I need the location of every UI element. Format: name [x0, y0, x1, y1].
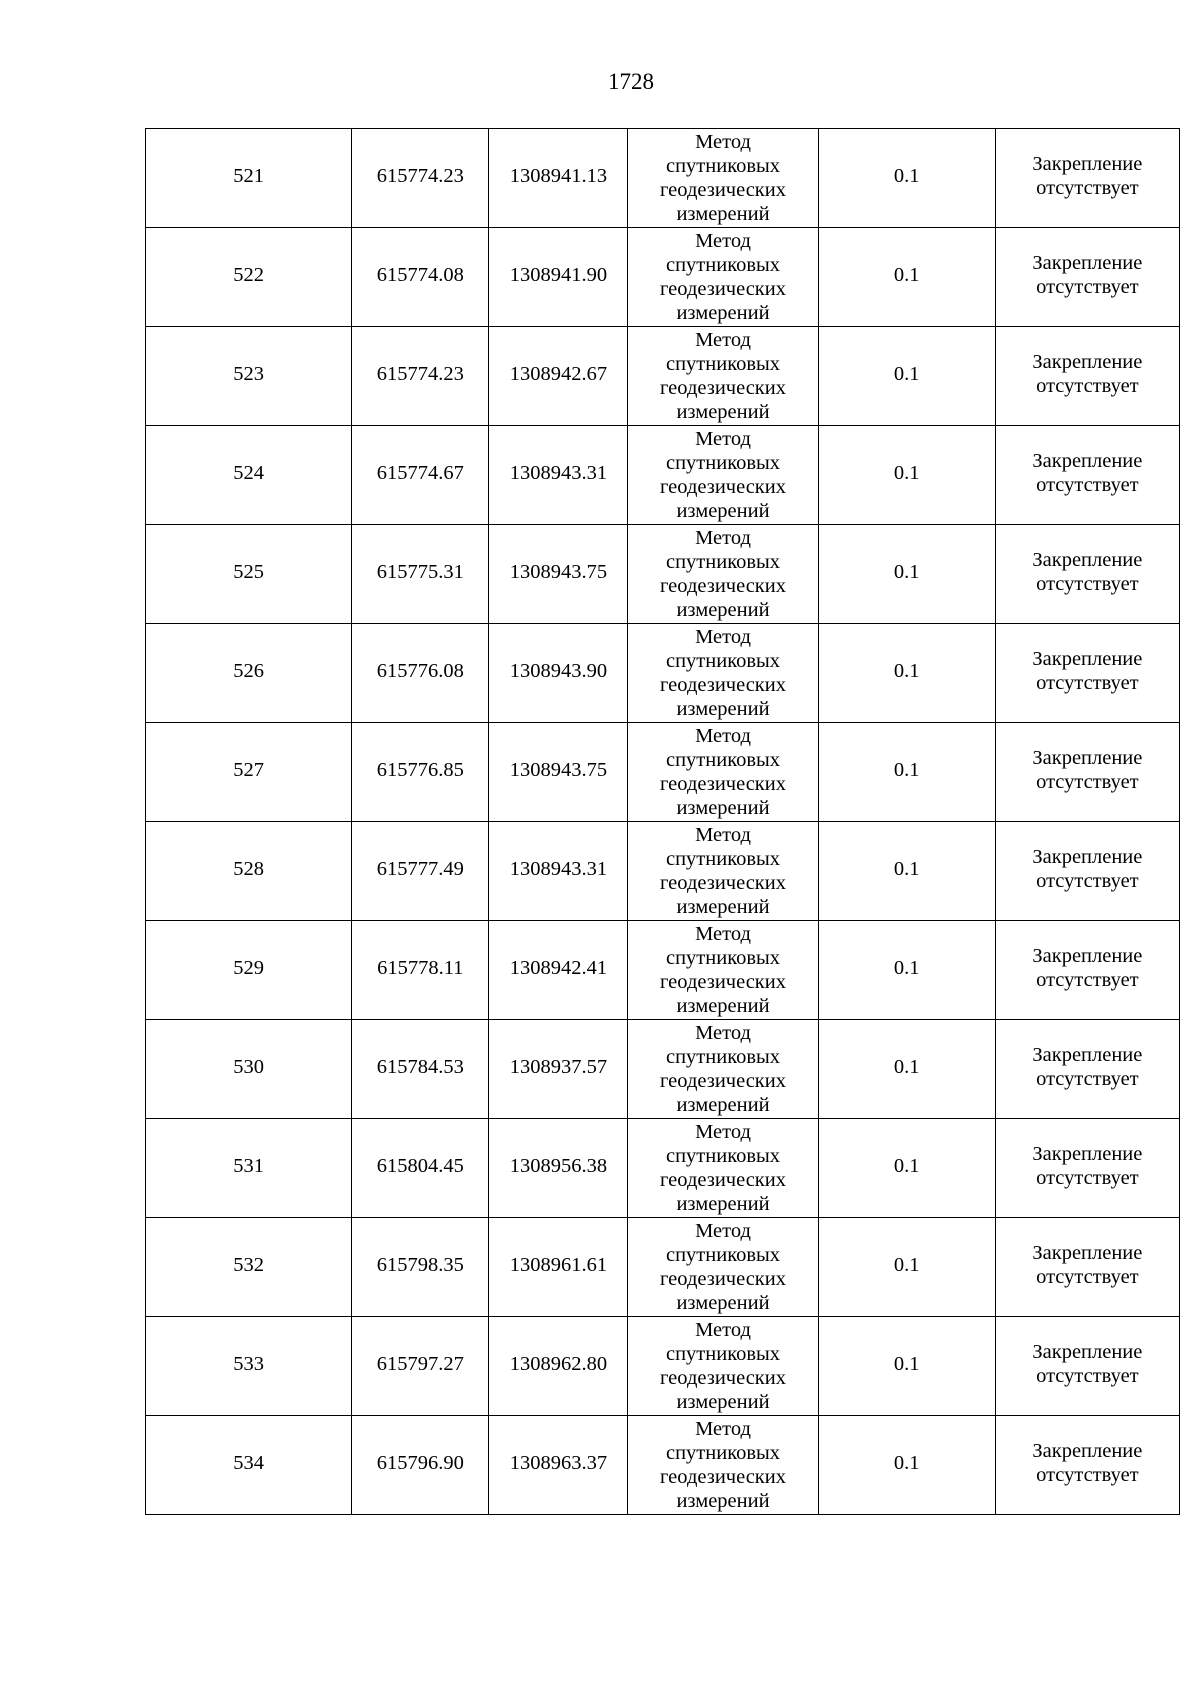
- accuracy-cell: [818, 1020, 995, 1119]
- y-coordinate-cell-text: 1308961.61: [509, 1254, 608, 1276]
- y-coordinate-cell-text: 1308943.75: [509, 561, 608, 583]
- x-coordinate-cell-text: 615796.90: [376, 1452, 464, 1474]
- fixing-cell-text: Закрепление отсутствует: [1032, 1341, 1143, 1387]
- y-coordinate-cell-text: 1308943.31: [509, 462, 608, 484]
- y-coordinate-cell: [489, 1416, 628, 1515]
- table-row: [146, 327, 1180, 426]
- y-coordinate-cell: [489, 723, 628, 822]
- point-number-cell-text: 533: [233, 1353, 264, 1375]
- accuracy-cell-text: 0.1: [893, 1353, 920, 1375]
- x-coordinate-cell: [352, 921, 489, 1020]
- method-cell-text: Метод спутниковых геодезических измерений: [660, 1121, 786, 1215]
- y-coordinate-cell: [489, 1119, 628, 1218]
- y-coordinate-cell: [489, 1317, 628, 1416]
- method-cell-text: Метод спутниковых геодезических измерений: [660, 527, 786, 621]
- accuracy-cell-text: 0.1: [893, 1155, 920, 1177]
- x-coordinate-cell-text: 615774.23: [376, 363, 464, 385]
- table-body: [146, 129, 1180, 1515]
- method-cell-text: Метод спутниковых геодезических измерений: [660, 626, 786, 720]
- fixing-cell: [995, 1218, 1179, 1317]
- accuracy-cell-text: 0.1: [893, 759, 920, 781]
- accuracy-cell-text: 0.1: [893, 165, 920, 187]
- fixing-cell: [995, 1119, 1179, 1218]
- accuracy-cell: [818, 624, 995, 723]
- point-number-cell-text: 534: [233, 1452, 264, 1474]
- x-coordinate-cell: [352, 1416, 489, 1515]
- point-number-cell: [146, 525, 352, 624]
- y-coordinate-cell: [489, 1218, 628, 1317]
- y-coordinate-cell-text: 1308943.75: [509, 759, 608, 781]
- x-coordinate-cell-text: 615798.35: [376, 1254, 464, 1276]
- x-coordinate-cell-text: 615774.67: [376, 462, 464, 484]
- accuracy-cell-text: 0.1: [893, 264, 920, 286]
- x-coordinate-cell-text: 615776.85: [376, 759, 464, 781]
- y-coordinate-cell-text: 1308937.57: [509, 1056, 608, 1078]
- accuracy-cell: [818, 129, 995, 228]
- method-cell: [628, 1218, 818, 1317]
- accuracy-cell-text: 0.1: [893, 462, 920, 484]
- method-cell-text: Метод спутниковых геодезических измерений: [660, 329, 786, 423]
- x-coordinate-cell-text: 615804.45: [376, 1155, 464, 1177]
- accuracy-cell: [818, 921, 995, 1020]
- point-number-cell-text: 524: [233, 462, 264, 484]
- fixing-cell-text: Закрепление отсутствует: [1032, 747, 1143, 793]
- method-cell-text: Метод спутниковых геодезических измерений: [660, 1022, 786, 1116]
- accuracy-cell-text: 0.1: [893, 1452, 920, 1474]
- point-number-cell: [146, 1218, 352, 1317]
- point-number-cell-text: 525: [233, 561, 264, 583]
- point-number-cell: [146, 921, 352, 1020]
- point-number-cell-text: 529: [233, 957, 264, 979]
- point-number-cell-text: 528: [233, 858, 264, 880]
- accuracy-cell: [818, 1317, 995, 1416]
- method-cell: [628, 1119, 818, 1218]
- fixing-cell-text: Закрепление отсутствует: [1032, 846, 1143, 892]
- fixing-cell: [995, 921, 1179, 1020]
- accuracy-cell-text: 0.1: [893, 363, 920, 385]
- point-number-cell: [146, 426, 352, 525]
- x-coordinate-cell-text: 615776.08: [376, 660, 464, 682]
- table-row: [146, 129, 1180, 228]
- y-coordinate-cell-text: 1308962.80: [509, 1353, 608, 1375]
- table-row: [146, 1416, 1180, 1515]
- point-number-cell: [146, 723, 352, 822]
- accuracy-cell: [818, 822, 995, 921]
- fixing-cell: [995, 822, 1179, 921]
- point-number-cell: [146, 822, 352, 921]
- accuracy-cell-text: 0.1: [893, 660, 920, 682]
- x-coordinate-cell-text: 615784.53: [376, 1056, 464, 1078]
- accuracy-cell-text: 0.1: [893, 858, 920, 880]
- table-row: [146, 822, 1180, 921]
- point-number-cell: [146, 129, 352, 228]
- x-coordinate-cell: [352, 822, 489, 921]
- fixing-cell: [995, 723, 1179, 822]
- point-number-cell-text: 530: [233, 1056, 264, 1078]
- x-coordinate-cell-text: 615774.08: [376, 264, 464, 286]
- table-row: [146, 1020, 1180, 1119]
- point-number-cell: [146, 1416, 352, 1515]
- table-row: [146, 228, 1180, 327]
- fixing-cell: [995, 129, 1179, 228]
- fixing-cell-text: Закрепление отсутствует: [1032, 1440, 1143, 1486]
- fixing-cell: [995, 228, 1179, 327]
- x-coordinate-cell: [352, 228, 489, 327]
- x-coordinate-cell: [352, 1218, 489, 1317]
- method-cell: [628, 624, 818, 723]
- point-number-cell: [146, 327, 352, 426]
- x-coordinate-cell: [352, 129, 489, 228]
- method-cell-text: Метод спутниковых геодезических измерений: [660, 230, 786, 324]
- fixing-cell-text: Закрепление отсутствует: [1032, 549, 1143, 595]
- y-coordinate-cell-text: 1308943.31: [509, 858, 608, 880]
- y-coordinate-cell-text: 1308963.37: [509, 1452, 608, 1474]
- accuracy-cell: [818, 228, 995, 327]
- page-number: 1728: [608, 69, 654, 94]
- fixing-cell: [995, 1020, 1179, 1119]
- fixing-cell: [995, 1416, 1179, 1515]
- x-coordinate-cell: [352, 1317, 489, 1416]
- point-number-cell: [146, 1119, 352, 1218]
- accuracy-cell-text: 0.1: [893, 1254, 920, 1276]
- point-number-cell-text: 527: [233, 759, 264, 781]
- fixing-cell-text: Закрепление отсутствует: [1032, 648, 1143, 694]
- fixing-cell: [995, 624, 1179, 723]
- method-cell-text: Метод спутниковых геодезических измерений: [660, 428, 786, 522]
- point-number-cell: [146, 1020, 352, 1119]
- accuracy-cell-text: 0.1: [893, 957, 920, 979]
- x-coordinate-cell: [352, 1020, 489, 1119]
- point-number-cell-text: 531: [233, 1155, 264, 1177]
- x-coordinate-cell-text: 615775.31: [376, 561, 464, 583]
- method-cell: [628, 129, 818, 228]
- method-cell: [628, 723, 818, 822]
- accuracy-cell: [818, 1416, 995, 1515]
- y-coordinate-cell: [489, 1020, 628, 1119]
- y-coordinate-cell: [489, 129, 628, 228]
- fixing-cell-text: Закрепление отсутствует: [1032, 1044, 1143, 1090]
- point-number-cell-text: 532: [233, 1254, 264, 1276]
- accuracy-cell-text: 0.1: [893, 561, 920, 583]
- y-coordinate-cell-text: 1308942.41: [509, 957, 608, 979]
- fixing-cell-text: Закрепление отсутствует: [1032, 1143, 1143, 1189]
- accuracy-cell: [818, 525, 995, 624]
- accuracy-cell: [818, 1119, 995, 1218]
- fixing-cell: [995, 525, 1179, 624]
- point-number-cell-text: 521: [233, 165, 264, 187]
- fixing-cell-text: Закрепление отсутствует: [1032, 1242, 1143, 1288]
- fixing-cell-text: Закрепление отсутствует: [1032, 252, 1143, 298]
- y-coordinate-cell-text: 1308956.38: [509, 1155, 608, 1177]
- accuracy-cell: [818, 1218, 995, 1317]
- fixing-cell: [995, 426, 1179, 525]
- y-coordinate-cell-text: 1308941.90: [509, 264, 608, 286]
- method-cell: [628, 921, 818, 1020]
- y-coordinate-cell-text: 1308943.90: [509, 660, 608, 682]
- method-cell-text: Метод спутниковых геодезических измерений: [660, 131, 786, 225]
- table-row: [146, 1317, 1180, 1416]
- y-coordinate-cell: [489, 426, 628, 525]
- point-number-cell-text: 522: [233, 264, 264, 286]
- fixing-cell: [995, 327, 1179, 426]
- point-number-cell: [146, 228, 352, 327]
- table-row: [146, 1218, 1180, 1317]
- table-row: [146, 1119, 1180, 1218]
- method-cell: [628, 327, 818, 426]
- fixing-cell-text: Закрепление отсутствует: [1032, 351, 1143, 397]
- x-coordinate-cell: [352, 1119, 489, 1218]
- y-coordinate-cell: [489, 822, 628, 921]
- x-coordinate-cell: [352, 723, 489, 822]
- y-coordinate-cell-text: 1308941.13: [509, 165, 608, 187]
- method-cell: [628, 1416, 818, 1515]
- table-row: [146, 921, 1180, 1020]
- accuracy-cell-text: 0.1: [893, 1056, 920, 1078]
- x-coordinate-cell: [352, 327, 489, 426]
- table-row: [146, 525, 1180, 624]
- x-coordinate-cell: [352, 426, 489, 525]
- fixing-cell: [995, 1317, 1179, 1416]
- y-coordinate-cell-text: 1308942.67: [509, 363, 608, 385]
- method-cell: [628, 1020, 818, 1119]
- accuracy-cell: [818, 426, 995, 525]
- y-coordinate-cell: [489, 921, 628, 1020]
- y-coordinate-cell: [489, 624, 628, 723]
- y-coordinate-cell: [489, 228, 628, 327]
- point-number-cell: [146, 1317, 352, 1416]
- method-cell-text: Метод спутниковых геодезических измерений: [660, 1418, 786, 1512]
- method-cell: [628, 1317, 818, 1416]
- x-coordinate-cell-text: 615774.23: [376, 165, 464, 187]
- fixing-cell-text: Закрепление отсутствует: [1032, 450, 1143, 496]
- y-coordinate-cell: [489, 327, 628, 426]
- accuracy-cell: [818, 723, 995, 822]
- method-cell: [628, 525, 818, 624]
- fixing-cell-text: Закрепление отсутствует: [1032, 945, 1143, 991]
- method-cell-text: Метод спутниковых геодезических измерений: [660, 824, 786, 918]
- method-cell: [628, 228, 818, 327]
- point-number-cell-text: 523: [233, 363, 264, 385]
- point-number-cell: [146, 624, 352, 723]
- accuracy-cell: [818, 327, 995, 426]
- table-row: [146, 723, 1180, 822]
- x-coordinate-cell-text: 615777.49: [376, 858, 464, 880]
- method-cell-text: Метод спутниковых геодезических измерений: [660, 1220, 786, 1314]
- x-coordinate-cell-text: 615778.11: [377, 957, 464, 979]
- y-coordinate-cell: [489, 525, 628, 624]
- x-coordinate-cell-text: 615797.27: [376, 1353, 464, 1375]
- method-cell: [628, 426, 818, 525]
- table-row: [146, 426, 1180, 525]
- method-cell-text: Метод спутниковых геодезических измерений: [660, 725, 786, 819]
- method-cell: [628, 822, 818, 921]
- method-cell-text: Метод спутниковых геодезических измерений: [660, 1319, 786, 1413]
- x-coordinate-cell: [352, 525, 489, 624]
- x-coordinate-cell: [352, 624, 489, 723]
- fixing-cell-text: Закрепление отсутствует: [1032, 153, 1143, 199]
- table-row: [146, 624, 1180, 723]
- point-number-cell-text: 526: [233, 660, 264, 682]
- coordinates-table: [145, 128, 1180, 1515]
- method-cell-text: Метод спутниковых геодезических измерений: [660, 923, 786, 1017]
